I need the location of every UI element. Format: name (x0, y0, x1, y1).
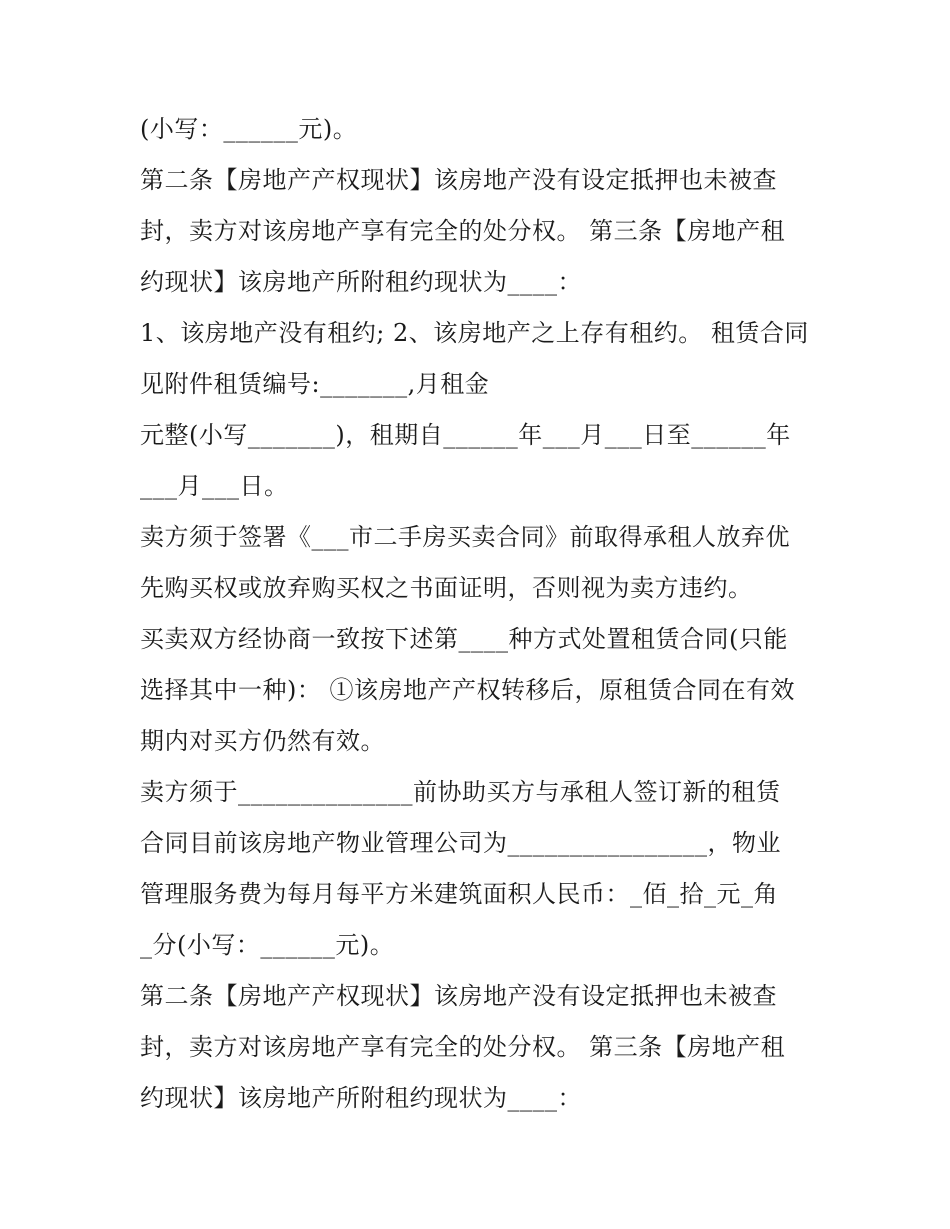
text-line: ___月___日。 (140, 472, 289, 500)
text-line: 第二条【房地产产权现状】该房地产没有设定抵押也未被查 (140, 166, 777, 194)
text-line: 期内对买方仍然有效。 (140, 727, 385, 755)
text-line: 先购买权或放弃购买权之书面证明，否则视为卖方违约。 (140, 574, 753, 602)
text-line: 合同目前该房地产物业管理公司为________________，物业 (140, 829, 781, 857)
text-line: 封，卖方对该房地产享有完全的处分权。 第三条【房地产租 (140, 217, 786, 245)
text-line: 第二条【房地产产权现状】该房地产没有设定抵押也未被查 (140, 982, 777, 1010)
text-line: 管理服务费为每月每平方米建筑面积人民币：_佰_拾_元_角 (140, 880, 778, 908)
text-line: 约现状】该房地产所附租约现状为____： (140, 1084, 582, 1112)
text-line: 约现状】该房地产所附租约现状为____： (140, 268, 582, 296)
text-line: _分(小写：______元)。 (140, 931, 395, 959)
text-line: 封，卖方对该房地产享有完全的处分权。 第三条【房地产租 (140, 1033, 786, 1061)
text-line: 见附件租赁编号:_______,月租金 (140, 370, 490, 398)
text-line: 元整(小写_______)，租期自______年___月___日至______年 (140, 421, 791, 449)
text-line: 卖方须于______________前协助买方与承租人签订新的租赁 (140, 778, 781, 806)
text-line: 选择其中一种)： ①该房地产产权转移后，原租赁合同在有效 (140, 676, 795, 704)
text-line: 卖方须于签署《___市二手房买卖合同》前取得承租人放弃优 (140, 523, 790, 551)
document-body (140, 104, 820, 1124)
text-line: (小写：______元)。 (140, 115, 358, 143)
text-line: 1、该房地产没有租约; 2、该房地产之上存有租约。 租赁合同 (140, 319, 809, 347)
text-line: 买卖双方经协商一致按下述第____种方式处置租赁合同(只能 (140, 625, 788, 653)
